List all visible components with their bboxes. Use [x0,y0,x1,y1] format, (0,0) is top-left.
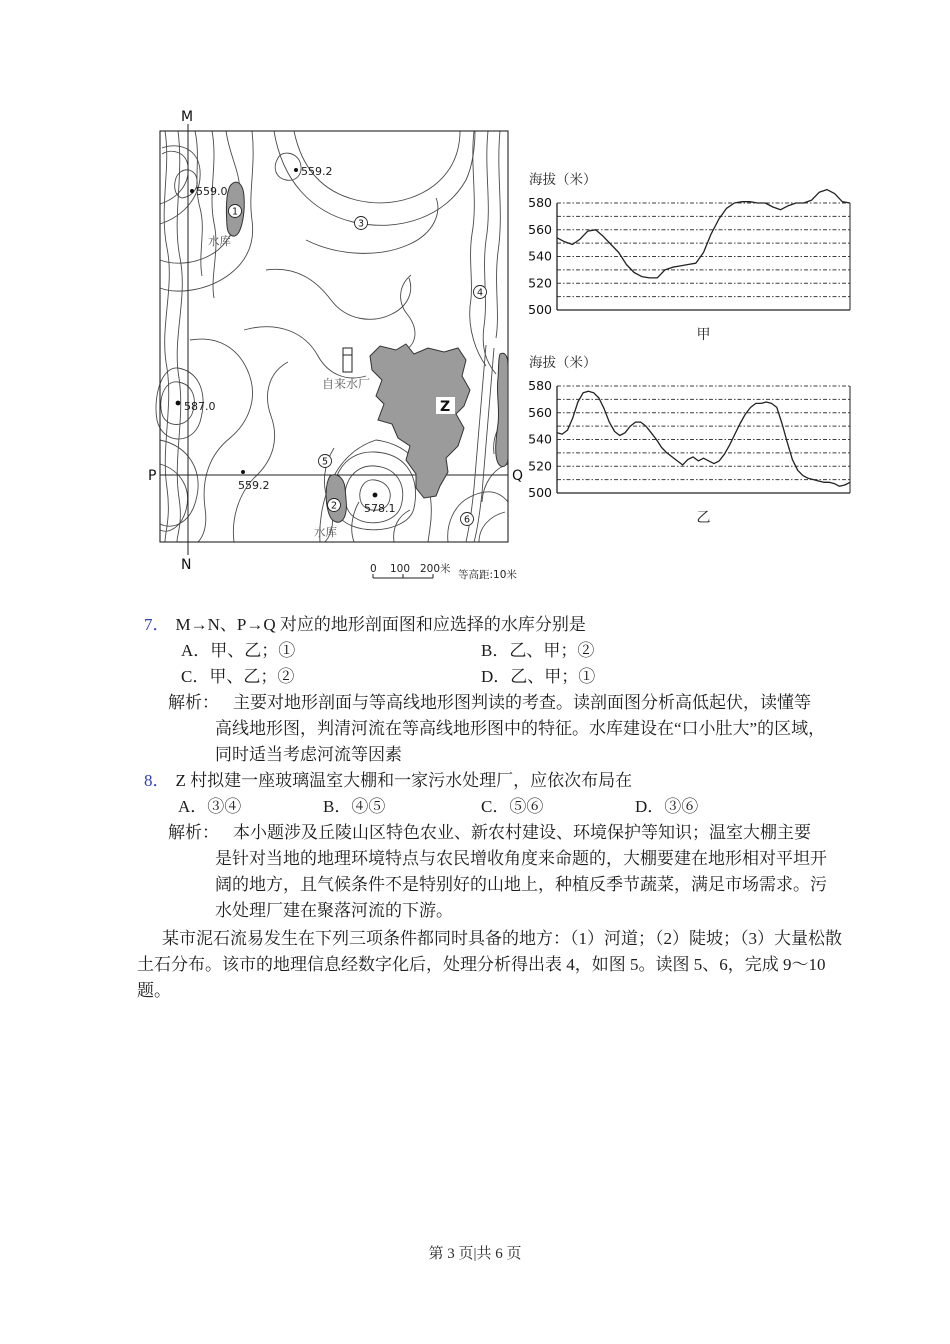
site-marker-2 [328,499,341,512]
svg-text:500: 500 [528,485,552,500]
reservoir-bottom-label: 水库 [314,525,337,539]
option-8-a[interactable]: A．③④ [178,797,242,816]
scale-tick-200: 200米 [420,563,451,575]
spot-dot [241,470,245,474]
scale-tick-0: 0 [370,563,377,575]
svg-text:540: 540 [528,248,552,264]
corner-label-n: N [181,557,192,573]
question-7-number: 7． [144,615,170,634]
water-plant-label: 自来水厂 [322,377,371,391]
question-8-stem-text: Z 村拟建一座玻璃温室大棚和一家污水处理厂，应依次布局在 [175,771,633,790]
y-axis-label: 海拔（米） [529,172,597,188]
spot-height-label: 559.0 [196,185,228,198]
question-7-stem [144,612,950,638]
corner-label-m: M [181,109,194,125]
profile-title: 乙 [696,510,711,526]
svg-text:500: 500 [528,302,552,317]
figure-area [0,0,950,610]
corner-label-p: P [148,468,157,484]
question-7 [0,612,950,768]
svg-text:2: 2 [330,500,338,512]
reservoir-top-label: 水库 [208,234,231,248]
site-marker-1 [229,205,242,218]
svg-text:6: 6 [463,514,471,526]
spot-height-label: 587.0 [184,400,216,413]
question-8 [0,768,950,924]
spot-height-label: 578.1 [364,502,396,515]
option-8-d[interactable]: D．③⑥ [635,797,699,816]
svg-text:580: 580 [528,195,552,210]
page-footer: 第 3 页|共 6 页 [428,1246,522,1262]
analysis-label: 解析： [168,693,219,712]
svg-text:3: 3 [357,218,365,230]
question-7-options [0,638,950,690]
elevation-profile-chart-jia [527,168,867,353]
svg-text:5: 5 [321,456,329,468]
site-marker-6 [461,513,474,526]
svg-text:560: 560 [528,404,552,420]
water-plant-icon [343,348,352,372]
svg-text:560: 560 [528,221,552,237]
river-lines [463,345,494,542]
svg-text:580: 580 [528,378,552,393]
question-7-analysis [168,690,827,768]
profile-plot-yi [527,371,862,506]
profile-plot-jia [527,188,862,323]
svg-text:520: 520 [528,275,552,291]
village-z-label: Z [440,399,451,415]
option-7-b[interactable]: B．乙、甲；② [481,641,595,660]
analysis-text: 主要对地形剖面与等高线地形图判读的考查。读剖面图分析高低起伏，读懂等高线地形图，判清河流在等高线地形图中的特征。水库建设在“口小肚大”的区域，同时适当考虑河流等因素 [215,693,826,764]
spot-dot [190,189,194,193]
option-8-b[interactable]: B．④⑤ [323,797,386,816]
option-7-c[interactable]: C．甲、乙；② [181,667,295,686]
analysis-text: 本小题涉及丘陵山区特色农业、新农村建设、环境保护等知识；温室大棚主要是针对当地的地理环境特点与农民增收角度来命题的，大棚要建在地形相对平坦开阔的地方，且气候条件不是特别好的山地上，种植反季节蔬菜，满足市场需求。污水处理厂建在聚落河流的下游。 [215,823,827,920]
svg-text:520: 520 [528,458,552,474]
question-8-analysis [168,820,827,924]
scale-tick-100: 100 [390,563,411,575]
site-marker-3 [355,217,368,230]
corner-label-q: Q [512,468,524,484]
svg-text:4: 4 [476,287,484,299]
question-8-number: 8． [144,771,170,790]
spot-dot [176,401,181,406]
analysis-label: 解析： [168,823,219,842]
option-7-d[interactable]: D．乙、甲；① [481,667,596,686]
option-7-a[interactable]: A．甲、乙；① [181,641,296,660]
contour-interval-label: 等高距:10米 [458,569,517,581]
question-8-stem [144,768,950,794]
profile-title: 甲 [696,327,711,343]
map-scale [370,562,517,581]
y-axis-label: 海拔（米） [529,355,597,371]
spot-height-label: 559.2 [238,479,270,492]
site-marker-4 [474,286,487,299]
east-strip-area [496,353,508,466]
svg-text:540: 540 [528,431,552,447]
question-7-stem-text: M→N、P→Q 对应的地形剖面图和应选择的水库分别是 [175,615,586,634]
spot-dot [373,493,378,498]
question-8-options [178,794,950,820]
intro-paragraph: 某市泥石流易发生在下列三项条件都同时具备的地方：（1）河道；（2）陡坡；（3）大量松散土石分布。该市的地理信息经数字化后，处理分析得出表 4，如图 5。读图 5、6，完成 9～10 题。 [137,929,842,1000]
question-content [0,612,950,1004]
elevation-profile-chart-yi [527,351,867,536]
contour-map [148,108,568,598]
site-marker-5 [319,455,332,468]
option-8-c[interactable]: C．⑤⑥ [481,797,544,816]
svg-text:1: 1 [231,206,239,218]
spot-dot [294,168,298,172]
spot-height-label: 559.2 [301,165,333,178]
